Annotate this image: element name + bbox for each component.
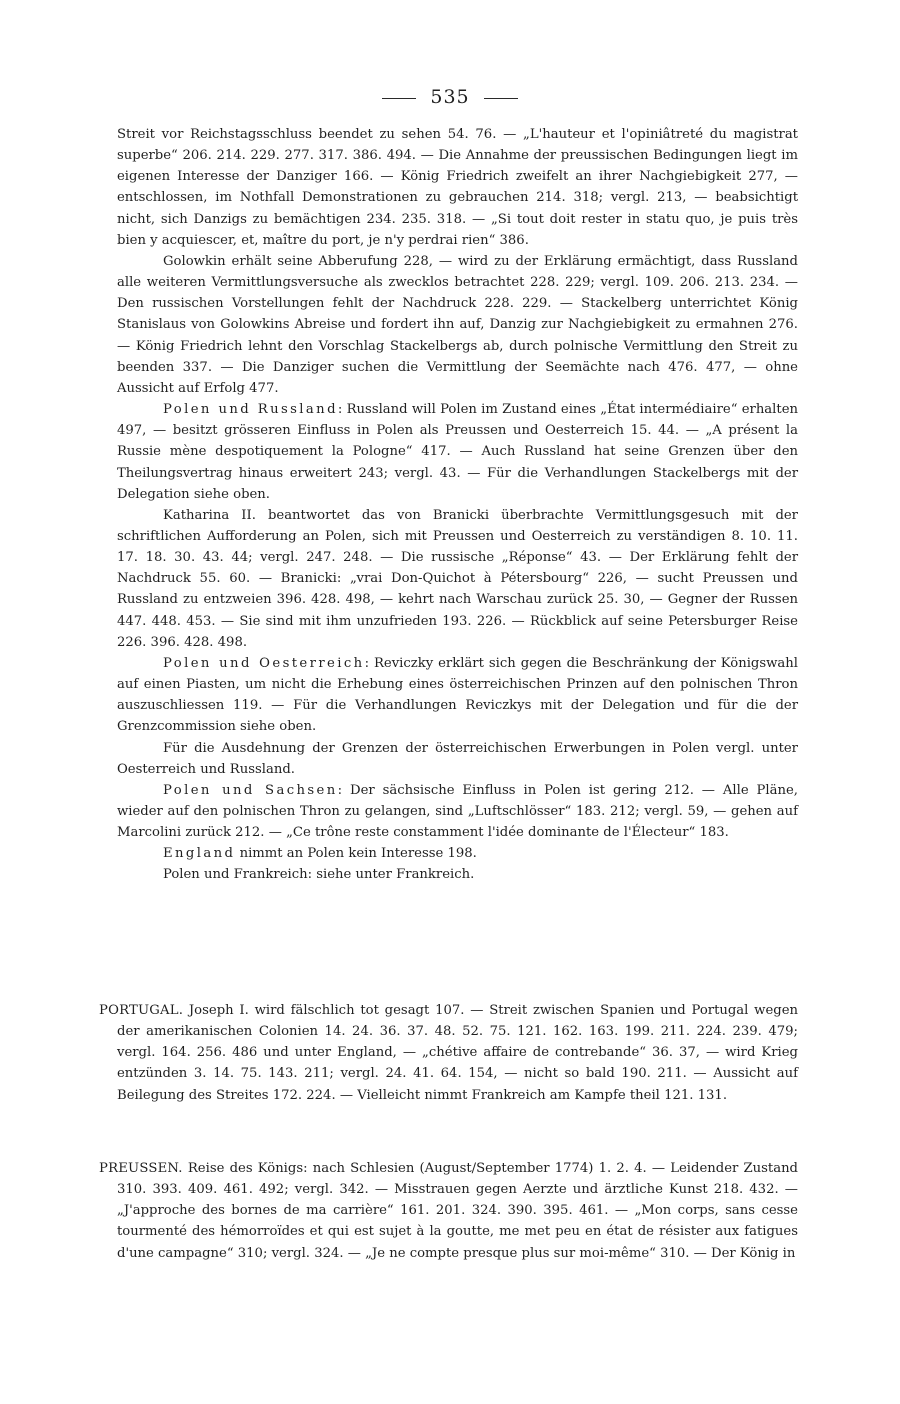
header-rule-left (382, 98, 416, 99)
index-entry-portugal (99, 1000, 798, 1106)
entry-headword: PORTUGAL. (99, 1003, 184, 1018)
index-paragraph: Streit vor Reichstagsschluss beendet zu sehen 54. 76. — „L'hauteur et l'opiniâtreté du magistrat superbe“ 206. 214. 229. 277. 317. 386. 494. — Die Annahme der preussischen Bedingungen liegt im eigenen Interesse der Danziger 166. — König Friedrich zweifelt an ihrer Nachgiebigkeit 277, — entschlossen, im Nothfall Demonstrationen zu gebrauchen 214. 318; vergl. 213, — beabsichtigt nicht, sich Danzigs zu bemächtigen 234. 235. 318. — „Si tout doit rester in statu quo, je puis très bien y acquiescer, et, maître du port, je n'y perdrai rien“ 386. (117, 127, 798, 248)
subheading-spaced: Polen und Oesterreich (163, 655, 365, 671)
page-header (0, 86, 900, 108)
entry-text: Joseph I. wird fälschlich tot gesagt 107. — Streit zwischen Spanien und Portugal wegen der amerikanischen Colonien 14. 24. 36. 37. 48. 52. 75. 121. 162. 163. 199. 211. 224. 239. 479; vergl. 164. 256. 486 und unter England, — „chétive affaire de contrebande“ 36. 37, — wird Krieg entzünden 3. 14. 75. 143. 211; vergl. 24. 41. 64. 154, — nicht so bald 190. 211. — Aussicht auf Beilegung des Streites 172. 224. — Vielleicht nimmt Frankreich am Kampfe theil 121. 131. (117, 1003, 798, 1103)
subheading-spaced: Polen und Russland (163, 402, 338, 418)
index-entry-preussen (99, 1158, 798, 1264)
index-paragraph: Polen und Russland: Russland will Polen im Zustand eines „État intermédiaire“ erhalten 497, — besitzt grösseren Einfluss in Polen als Preussen und Oesterreich 15. 44. — „A présent la Russie mène despotiquement la Pologne“ 417. — Auch Russland hat seine Grenzen über den Theilungsvertrag hinaus erweitert 243; vergl. 43. — Für die Verhandlungen Stackelbergs mit der Delegation siehe oben. (117, 402, 798, 502)
entry-text: Reise des Königs: nach Schlesien (August/September 1774) 1. 2. 4. — Leidender Zustand 310. 393. 409. 461. 492; vergl. 342. — Misstrauen gegen Aerzte und ärztliche Kunst 218. 432. — „J'approche des bornes de ma carrière“ 161. 201. 324. 390. 395. 461. — „Mon corps, sans cesse tourmenté des hémorroïdes et qui est sujet à la goutte, me met peu en état de résister aux fatigues d'une campagne“ 310; vergl. 324. — „Je ne compte presque plus sur moi-même“ 310. — Der König in (117, 1161, 798, 1261)
index-paragraph: Golowkin erhält seine Abberufung 228, — wird zu der Erklärung ermächtigt, dass Russland alle weiteren Vermittlungsversuche als zwecklos betrachtet 228. 229; vergl. 109. 206. 213. 234. — Den russischen Vorstellungen fehlt der Nachdruck 228. 229. — Stackelberg unterrichtet König Stanislaus von Golowkins Abreise und fordert ihn auf, Danzig zur Nachgiebigkeit zu ermahnen 276. — König Friedrich lehnt den Vorschlag Stackelbergs ab, durch polnische Vermittlung den Streit zu beenden 337. — Die Danziger suchen die Vermittlung der Seemächte nach 476. 477, — ohne Aussicht auf Erfolg 477. (117, 253, 798, 396)
index-body (117, 124, 798, 886)
index-paragraph: Polen und Frankreich: siehe unter Frankreich. (163, 867, 475, 883)
index-paragraph: Katharina II. beantwortet das von Branicki überbrachte Vermittlungsgesuch mit der schriftlichen Aufforderung an Polen, sich mit Preussen und Oesterreich zu verständigen 8. 10. 11. 17. 18. 30. 43. 44; vergl. 247. 248. — Die russische „Réponse“ 43. — Der Erklärung fehlt der Nachdruck 55. 60. — Branicki: „vrai Don-Quichot à Pétersbourg“ 226, — sucht Preussen und Russland zu entzweien 396. 428. 498, — kehrt nach Warschau zurück 25. 30, — Gegner der Russen 447. 448. 453. — Sie sind mit ihm unzufrieden 193. 226. — Rückblick auf seine Petersburger Reise 226. 396. 428. 498. (117, 507, 798, 650)
subheading-spaced: Polen und Sachsen (163, 782, 338, 798)
header-rule-right (484, 98, 518, 99)
index-paragraph: England nimmt an Polen kein Interesse 198. (163, 846, 477, 862)
index-paragraph: Polen und Oesterreich: Reviczky erklärt sich gegen die Beschränkung der Königswahl auf einen Piasten, um nicht die Erhebung eines österreichischen Prinzen auf den polnischen Thron auszuschliessen 119. — Für die Verhandlungen Reviczkys mit der Delegation und für die der Grenzcommission siehe oben. (117, 655, 798, 735)
index-paragraph: Polen und Sachsen: Der sächsische Einfluss in Polen ist gering 212. — Alle Pläne, wieder auf den polnischen Thron zu gelangen, sind „Luftschlösser“ 183. 212; vergl. 59, — gehen auf Marcolini zurück 212. — „Ce trône reste constamment l'idée dominante de l'Électeur“ 183. (117, 782, 798, 841)
subheading-spaced: England (163, 846, 236, 862)
entry-headword: PREUSSEN. (99, 1161, 183, 1176)
index-paragraph: Für die Ausdehnung der Grenzen der österreichischen Erwerbungen in Polen vergl. unter Oesterreich und Russland. (117, 740, 798, 777)
page-number: 535 (430, 86, 470, 108)
